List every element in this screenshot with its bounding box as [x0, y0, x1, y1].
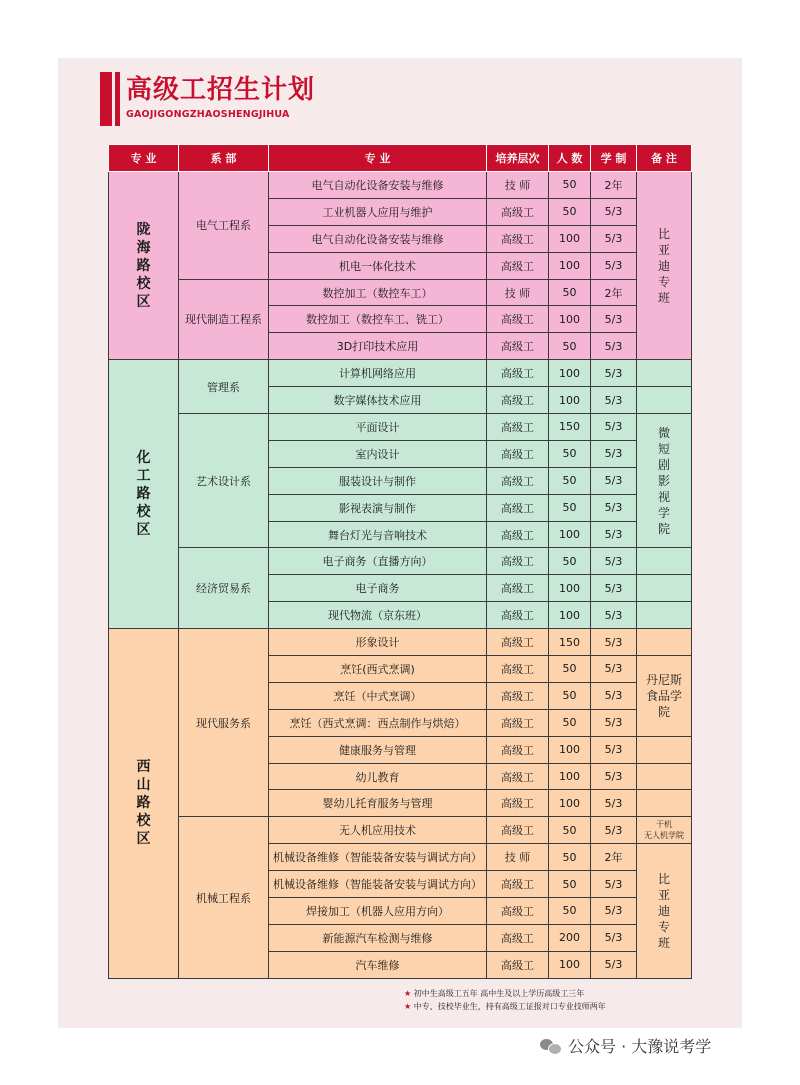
footnote — [404, 988, 584, 999]
years-cell: 5/3 — [591, 494, 637, 521]
column-header: 学 制 — [591, 145, 637, 172]
count-cell: 50 — [549, 440, 591, 467]
level-cell: 技 师 — [487, 172, 549, 199]
column-header: 培养层次 — [487, 145, 549, 172]
table-row — [109, 629, 692, 656]
level-cell: 高级工 — [487, 414, 549, 441]
count-cell: 100 — [549, 521, 591, 548]
level-cell: 高级工 — [487, 440, 549, 467]
years-cell: 5/3 — [591, 252, 637, 279]
level-cell: 高级工 — [487, 575, 549, 602]
years-cell: 5/3 — [591, 951, 637, 978]
count-cell: 50 — [549, 871, 591, 898]
years-cell: 5/3 — [591, 817, 637, 844]
table-row — [109, 817, 692, 844]
years-cell: 5/3 — [591, 656, 637, 683]
level-cell: 高级工 — [487, 467, 549, 494]
watermark-text: 公众号 · 大豫说考学 — [568, 1037, 712, 1056]
department-cell: 机械工程系 — [179, 817, 269, 978]
count-cell: 50 — [549, 467, 591, 494]
department-cell: 管理系 — [179, 360, 269, 414]
years-cell: 5/3 — [591, 898, 637, 925]
major-cell: 电子商务（直播方向） — [269, 548, 487, 575]
level-cell: 高级工 — [487, 924, 549, 951]
major-cell: 影视表演与制作 — [269, 494, 487, 521]
page-subtitle: GAOJIGONGZHAOSHENGJIHUA — [126, 109, 290, 120]
level-cell: 高级工 — [487, 494, 549, 521]
campus-cell: 陇海路校区 — [109, 172, 179, 360]
count-cell: 50 — [549, 333, 591, 360]
major-cell: 室内设计 — [269, 440, 487, 467]
count-cell: 50 — [549, 548, 591, 575]
footnote-text: 初中生高级工五年 高中生及以上学历高级工三年 — [413, 989, 585, 998]
years-cell: 5/3 — [591, 306, 637, 333]
level-cell: 高级工 — [487, 360, 549, 387]
major-cell: 电气自动化设备安装与维修 — [269, 225, 487, 252]
count-cell: 100 — [549, 763, 591, 790]
count-cell: 50 — [549, 709, 591, 736]
level-cell: 高级工 — [487, 656, 549, 683]
major-cell: 3D打印技术应用 — [269, 333, 487, 360]
count-cell: 100 — [549, 225, 591, 252]
level-cell: 高级工 — [487, 951, 549, 978]
department-cell: 经济贸易系 — [179, 548, 269, 629]
table-header-row — [109, 145, 692, 172]
major-cell: 机械设备维修（智能装备安装与调试方向） — [269, 871, 487, 898]
note-cell-empty — [637, 629, 692, 656]
count-cell: 50 — [549, 817, 591, 844]
years-cell: 5/3 — [591, 682, 637, 709]
years-cell: 5/3 — [591, 198, 637, 225]
count-cell: 100 — [549, 575, 591, 602]
note-cell-empty — [637, 548, 692, 575]
title-accent-bar-thin — [115, 72, 120, 126]
note-cell-empty — [637, 360, 692, 387]
major-cell: 机电一体化技术 — [269, 252, 487, 279]
years-cell: 5/3 — [591, 548, 637, 575]
level-cell: 高级工 — [487, 763, 549, 790]
major-cell: 汽车维修 — [269, 951, 487, 978]
count-cell: 100 — [549, 252, 591, 279]
major-cell: 健康服务与管理 — [269, 736, 487, 763]
level-cell: 高级工 — [487, 898, 549, 925]
wechat-icon — [540, 1037, 562, 1055]
level-cell: 高级工 — [487, 817, 549, 844]
column-header: 系 部 — [179, 145, 269, 172]
major-cell: 计算机网络应用 — [269, 360, 487, 387]
level-cell: 高级工 — [487, 387, 549, 414]
major-cell: 机械设备维修（智能装备安装与调试方向） — [269, 844, 487, 871]
table-row — [109, 360, 692, 387]
major-cell: 舞台灯光与音响技术 — [269, 521, 487, 548]
level-cell: 高级工 — [487, 790, 549, 817]
campus-cell: 西山路校区 — [109, 629, 179, 979]
column-header: 专 业 — [109, 145, 179, 172]
count-cell: 50 — [549, 682, 591, 709]
count-cell: 150 — [549, 629, 591, 656]
major-cell: 工业机器人应用与维护 — [269, 198, 487, 225]
years-cell: 5/3 — [591, 924, 637, 951]
major-cell: 无人机应用技术 — [269, 817, 487, 844]
column-header: 专 业 — [269, 145, 487, 172]
table-row — [109, 548, 692, 575]
note-cell: 干机 无人机学院 — [637, 817, 692, 844]
major-cell: 平面设计 — [269, 414, 487, 441]
star-icon: ★ — [404, 989, 412, 998]
note-cell: 比亚迪专班 — [637, 844, 692, 978]
major-cell: 数字媒体技术应用 — [269, 387, 487, 414]
department-cell: 电气工程系 — [179, 172, 269, 280]
years-cell: 5/3 — [591, 467, 637, 494]
count-cell: 50 — [549, 279, 591, 306]
note-cell: 比亚迪专班 — [637, 172, 692, 360]
years-cell: 5/3 — [591, 575, 637, 602]
level-cell: 高级工 — [487, 333, 549, 360]
years-cell: 5/3 — [591, 440, 637, 467]
level-cell: 高级工 — [487, 252, 549, 279]
level-cell: 高级工 — [487, 198, 549, 225]
note-cell-empty — [637, 736, 692, 763]
major-cell: 新能源汽车检测与维修 — [269, 924, 487, 951]
note-cell: 微短剧影视学院 — [637, 414, 692, 548]
years-cell: 5/3 — [591, 360, 637, 387]
count-cell: 100 — [549, 951, 591, 978]
level-cell: 高级工 — [487, 709, 549, 736]
count-cell: 50 — [549, 656, 591, 683]
table-row — [109, 279, 692, 306]
count-cell: 50 — [549, 844, 591, 871]
count-cell: 50 — [549, 172, 591, 199]
note-cell: 丹尼斯食品学院 — [637, 656, 692, 737]
years-cell: 5/3 — [591, 736, 637, 763]
years-cell: 5/3 — [591, 629, 637, 656]
major-cell: 婴幼儿托育服务与管理 — [269, 790, 487, 817]
title-accent-bar — [100, 72, 112, 126]
years-cell: 2年 — [591, 279, 637, 306]
years-cell: 5/3 — [591, 521, 637, 548]
count-cell: 100 — [549, 736, 591, 763]
department-cell: 现代制造工程系 — [179, 279, 269, 360]
column-header: 人 数 — [549, 145, 591, 172]
department-cell: 艺术设计系 — [179, 414, 269, 548]
years-cell: 5/3 — [591, 763, 637, 790]
table-row — [109, 172, 692, 199]
department-cell: 现代服务系 — [179, 629, 269, 817]
major-cell: 烹饪（西式烹调：西点制作与烘焙） — [269, 709, 487, 736]
major-cell: 形象设计 — [269, 629, 487, 656]
count-cell: 50 — [549, 494, 591, 521]
years-cell: 5/3 — [591, 709, 637, 736]
major-cell: 电子商务 — [269, 575, 487, 602]
major-cell: 数控加工（数控车工、铣工） — [269, 306, 487, 333]
note-cell-empty — [637, 387, 692, 414]
major-cell: 幼儿教育 — [269, 763, 487, 790]
major-cell: 数控加工（数控车工） — [269, 279, 487, 306]
years-cell: 5/3 — [591, 871, 637, 898]
years-cell: 2年 — [591, 172, 637, 199]
major-cell: 烹饪（中式烹调） — [269, 682, 487, 709]
major-cell: 服装设计与制作 — [269, 467, 487, 494]
note-cell-empty — [637, 602, 692, 629]
page-title: 高级工招生计划 — [126, 75, 316, 105]
level-cell: 高级工 — [487, 629, 549, 656]
years-cell: 5/3 — [591, 602, 637, 629]
level-cell: 技 师 — [487, 844, 549, 871]
note-cell-empty — [637, 575, 692, 602]
star-icon: ★ — [404, 1002, 412, 1011]
footnote-text: 中专、技校毕业生，持有高级工证报对口专业技师两年 — [413, 1002, 606, 1011]
count-cell: 100 — [549, 790, 591, 817]
level-cell: 高级工 — [487, 225, 549, 252]
level-cell: 高级工 — [487, 306, 549, 333]
level-cell: 技 师 — [487, 279, 549, 306]
count-cell: 100 — [549, 306, 591, 333]
table-row — [109, 414, 692, 441]
level-cell: 高级工 — [487, 548, 549, 575]
count-cell: 50 — [549, 898, 591, 925]
watermark — [540, 1034, 711, 1057]
count-cell: 50 — [549, 198, 591, 225]
years-cell: 5/3 — [591, 333, 637, 360]
major-cell: 现代物流（京东班） — [269, 602, 487, 629]
note-cell-empty — [637, 763, 692, 790]
years-cell: 5/3 — [591, 414, 637, 441]
years-cell: 5/3 — [591, 790, 637, 817]
enrollment-plan-table — [108, 144, 692, 979]
count-cell: 100 — [549, 602, 591, 629]
level-cell: 高级工 — [487, 736, 549, 763]
count-cell: 150 — [549, 414, 591, 441]
campus-cell: 化工路校区 — [109, 360, 179, 629]
level-cell: 高级工 — [487, 521, 549, 548]
level-cell: 高级工 — [487, 871, 549, 898]
column-header: 备 注 — [637, 145, 692, 172]
count-cell: 200 — [549, 924, 591, 951]
major-cell: 焊接加工（机器人应用方向） — [269, 898, 487, 925]
footnote — [404, 1001, 606, 1012]
note-cell-empty — [637, 790, 692, 817]
years-cell: 5/3 — [591, 225, 637, 252]
count-cell: 100 — [549, 360, 591, 387]
years-cell: 5/3 — [591, 387, 637, 414]
count-cell: 100 — [549, 387, 591, 414]
major-cell: 电气自动化设备安装与维修 — [269, 172, 487, 199]
level-cell: 高级工 — [487, 602, 549, 629]
major-cell: 烹饪(西式烹调) — [269, 656, 487, 683]
years-cell: 2年 — [591, 844, 637, 871]
level-cell: 高级工 — [487, 682, 549, 709]
